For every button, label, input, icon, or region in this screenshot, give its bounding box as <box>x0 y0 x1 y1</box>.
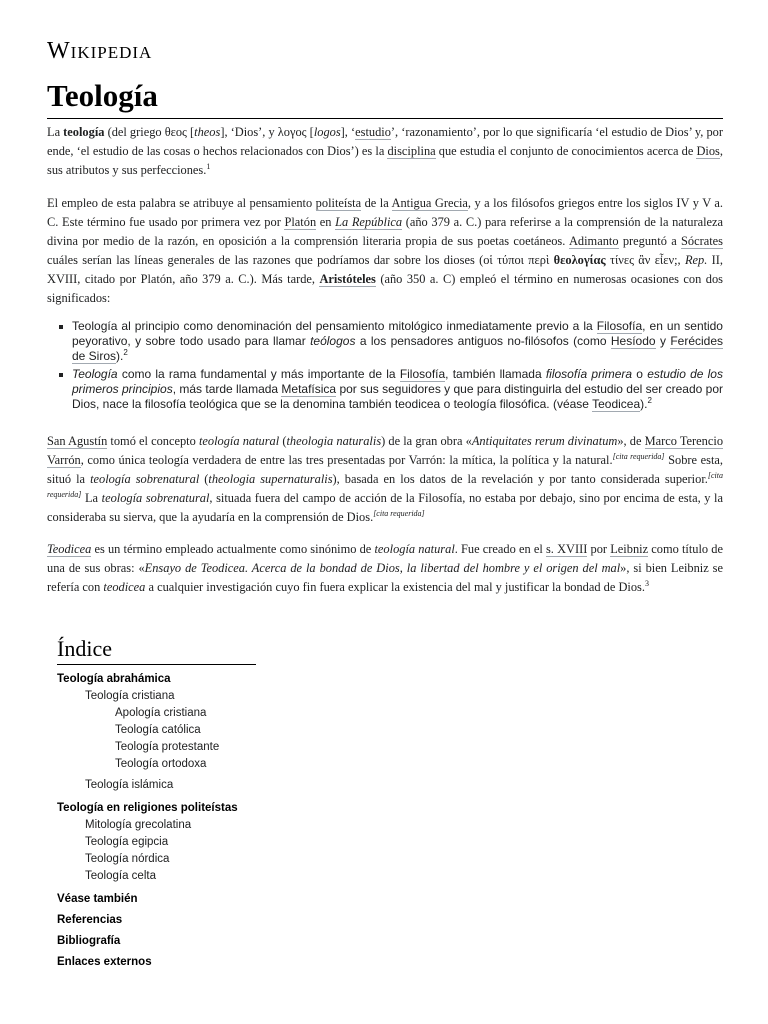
italic-term: teología natural <box>198 434 280 448</box>
text: a los pensadores antiguos no-filósofos (como <box>355 334 611 348</box>
text: , y a los filósofos griegos entre los siglos IV y V a. C. Este término fue usado por primera vez por <box>47 196 724 229</box>
italic-term: theos <box>194 125 221 139</box>
toc-item[interactable]: Teología nórdica <box>85 853 170 865</box>
augustine-paragraph <box>47 432 723 527</box>
italic-term: Antiquitates rerum divinatum <box>471 434 618 448</box>
citation-needed[interactable]: [cita requerida] <box>612 451 665 461</box>
text: Sobre esta, situó la <box>47 453 723 486</box>
citation-needed[interactable]: [cita requerida] <box>47 470 723 499</box>
link-aristoteles[interactable]: Aristóteles <box>319 272 376 286</box>
text: La <box>81 491 102 505</box>
link-filosofia[interactable]: Filosofía <box>399 367 446 381</box>
text: ’, ‘razonamiento’, por lo que significaría ‘el estudio de Dios’ y, por ende, ‘el estudio de las cosas o hechos relacionados con Dios’) es la <box>47 125 723 158</box>
link-estudio[interactable]: estudio <box>355 125 391 139</box>
link-varron[interactable]: Marco Terencio Varrón <box>47 434 724 467</box>
italic-term: teología natural <box>374 542 455 556</box>
text: ( <box>279 434 287 448</box>
link-adimanto[interactable]: Adimanto <box>568 234 619 248</box>
toc-item[interactable]: Mitología grecolatina <box>85 819 192 831</box>
text: ). <box>116 349 124 363</box>
link-leibniz[interactable]: Leibniz <box>610 542 649 556</box>
italic-term: Rep. <box>684 253 708 267</box>
italic-term: teología sobrenatural <box>101 491 210 505</box>
toc-item[interactable]: Enlaces externos <box>57 956 152 968</box>
text: como título de una de sus obras: « <box>47 542 723 575</box>
link-antigua-grecia[interactable]: Antigua Grecia <box>391 196 468 210</box>
toc-item[interactable]: Teología en religiones politeístas <box>57 802 238 814</box>
text: La <box>47 125 64 139</box>
list-item <box>47 319 723 364</box>
link-teodicea[interactable]: Teodicea <box>592 397 641 411</box>
greek-term: θεολογίας <box>553 253 606 267</box>
text: , en un sentido peyorativo, y sobre todo usado para llamar <box>72 319 723 348</box>
text: como la rama fundamental y más importante de la <box>117 367 400 381</box>
toc-title: Índice <box>57 636 256 665</box>
link-metafisica[interactable]: Metafísica <box>281 382 337 396</box>
toc-item[interactable]: Teología islámica <box>85 779 174 791</box>
toc-item[interactable]: Teología abrahámica <box>57 673 171 685</box>
text: τίνες ἂν εἶεν;, <box>605 253 685 267</box>
toc-item[interactable]: Teología egipcia <box>85 836 169 848</box>
page-title: Teología <box>47 78 723 119</box>
table-of-contents <box>57 636 377 971</box>
text: en <box>316 215 336 229</box>
wikipedia-wordmark[interactable]: Wikipedia <box>47 38 153 64</box>
link-ferecides[interactable]: Ferécides de Siros <box>72 334 724 363</box>
italic-term: theologia naturalis <box>286 434 382 448</box>
text: ) de la gran obra « <box>381 434 472 448</box>
text: , más tarde llamada <box>172 382 282 396</box>
link-la-republica[interactable]: La República <box>335 215 403 229</box>
italic-term: teología sobrenatural <box>90 472 200 486</box>
italic-term: logos <box>313 125 341 139</box>
bold-term: teología <box>63 125 105 139</box>
italic-term: theologia supernaturalis <box>208 472 333 486</box>
toc-item[interactable]: Véase también <box>57 893 138 905</box>
link-dios[interactable]: Dios <box>696 144 720 158</box>
link-politeista[interactable]: politeísta <box>315 196 362 210</box>
text: El empleo de esta palabra se atribuye al pensamiento <box>47 196 316 210</box>
link-filosofia[interactable]: Filosofía <box>596 319 643 333</box>
text: preguntó a <box>618 234 682 248</box>
text: Teología al principio como denominación del pensamiento mitológico inmediatamente previo a la <box>72 319 597 333</box>
text: . Fue creado en el <box>454 542 546 556</box>
list-item <box>47 367 723 412</box>
text: », si bien Leibniz se refería con <box>47 561 723 594</box>
text: ( <box>199 472 209 486</box>
text: o <box>632 367 648 381</box>
link-platon[interactable]: Platón <box>284 215 317 229</box>
link-socrates[interactable]: Sócrates <box>681 234 723 248</box>
link-san-agustin[interactable]: San Agustín <box>47 434 108 448</box>
link-disciplina[interactable]: disciplina <box>387 144 436 158</box>
italic-term: Teología <box>72 367 118 381</box>
text: por <box>587 542 611 556</box>
toc-item[interactable]: Referencias <box>57 914 123 926</box>
text: cuáles serían las líneas generales de las razones que podríamos dar sobre los dioses (οἱ τύποι περὶ <box>47 253 554 267</box>
text: , situada fuera del campo de acción de la Filosofía, no estaba por debajo, sino por encima de esta, y la consideraba su sierva, que la ayudaría en la comprensión de Dios. <box>47 491 723 524</box>
text: , sus atributos y sus perfecciones. <box>47 144 723 177</box>
text: II, XVIII, citado por Platón, año 379 a. C.). Más tarde, <box>47 253 723 286</box>
italic-term: teólogos <box>310 334 356 348</box>
text: a cualquier investigación cuyo fin fuera explicar la existencia del mal y justificar la bondad de Dios. <box>145 580 645 594</box>
toc-item[interactable]: Apología cristiana <box>115 707 207 719</box>
text: ), basada en los datos de la revelación y por tanto considerada superior. <box>332 472 708 486</box>
etymology-paragraph <box>47 194 723 308</box>
toc-item[interactable]: Teología católica <box>115 724 201 736</box>
footnote-ref[interactable]: 3 <box>644 578 649 588</box>
text: por sus seguidores y que para distinguirla del estudio del ser creado por Dios, nace la filosofía teológica que se la denomina también teodicea o teología filosófica. (véase <box>72 382 724 411</box>
intro-paragraph <box>47 123 723 180</box>
text: , también llamada <box>445 367 546 381</box>
text: (del griego θεος [ <box>104 125 195 139</box>
toc-item[interactable]: Bibliografía <box>57 935 121 947</box>
text: que estudia el conjunto de conocimientos acerca de <box>435 144 697 158</box>
toc-item[interactable]: Teología ortodoxa <box>115 758 207 770</box>
text: tomó el concepto <box>107 434 199 448</box>
text: , como única teología verdadera de entre las tres presentadas por Varrón: la mítica, la política y la natural. <box>80 453 613 467</box>
text: y <box>655 334 671 348</box>
footnote-ref[interactable]: 2 <box>647 396 652 405</box>
meanings-list <box>47 319 723 415</box>
text: es un término empleado actualmente como sinónimo de <box>91 542 375 556</box>
text: ], ‘Dios’, y λογος [ <box>220 125 314 139</box>
toc-item[interactable]: Teología celta <box>85 870 156 882</box>
text: de la <box>361 196 392 210</box>
toc-item[interactable]: Teología cristiana <box>85 690 175 702</box>
footnote-ref[interactable]: 1 <box>206 161 211 171</box>
text: », de <box>617 434 645 448</box>
link-hesiodo[interactable]: Hesíodo <box>610 334 656 348</box>
citation-needed[interactable]: [cita requerida] <box>373 508 425 518</box>
text: (año 379 a. C.) para referirse a la comprensión de la naturaleza divina por medio de la razón, en oposición a la comprensión literaria propia de sus poetas coetáneos. <box>47 215 724 248</box>
teodicea-paragraph <box>47 540 723 597</box>
toc-item[interactable]: Teología protestante <box>115 741 220 753</box>
italic-term: filosofía primera <box>545 367 633 381</box>
text: ). <box>640 397 648 411</box>
link-siglo-xviii[interactable]: s. XVIII <box>545 542 588 556</box>
italic-term: teodicea <box>103 580 146 594</box>
italic-term: estudio de los primeros principios <box>72 367 723 396</box>
text: ], ‘ <box>340 125 356 139</box>
footnote-ref[interactable]: 2 <box>123 348 128 357</box>
text: (año 350 a. C) empleó el término en numerosas ocasiones con dos significados: <box>47 272 723 305</box>
link-teodicea[interactable]: Teodicea <box>47 542 92 556</box>
italic-term: Ensayo de Teodicea. Acerca de la bondad de Dios, la libertad del hombre y el origen del mal <box>144 561 621 575</box>
